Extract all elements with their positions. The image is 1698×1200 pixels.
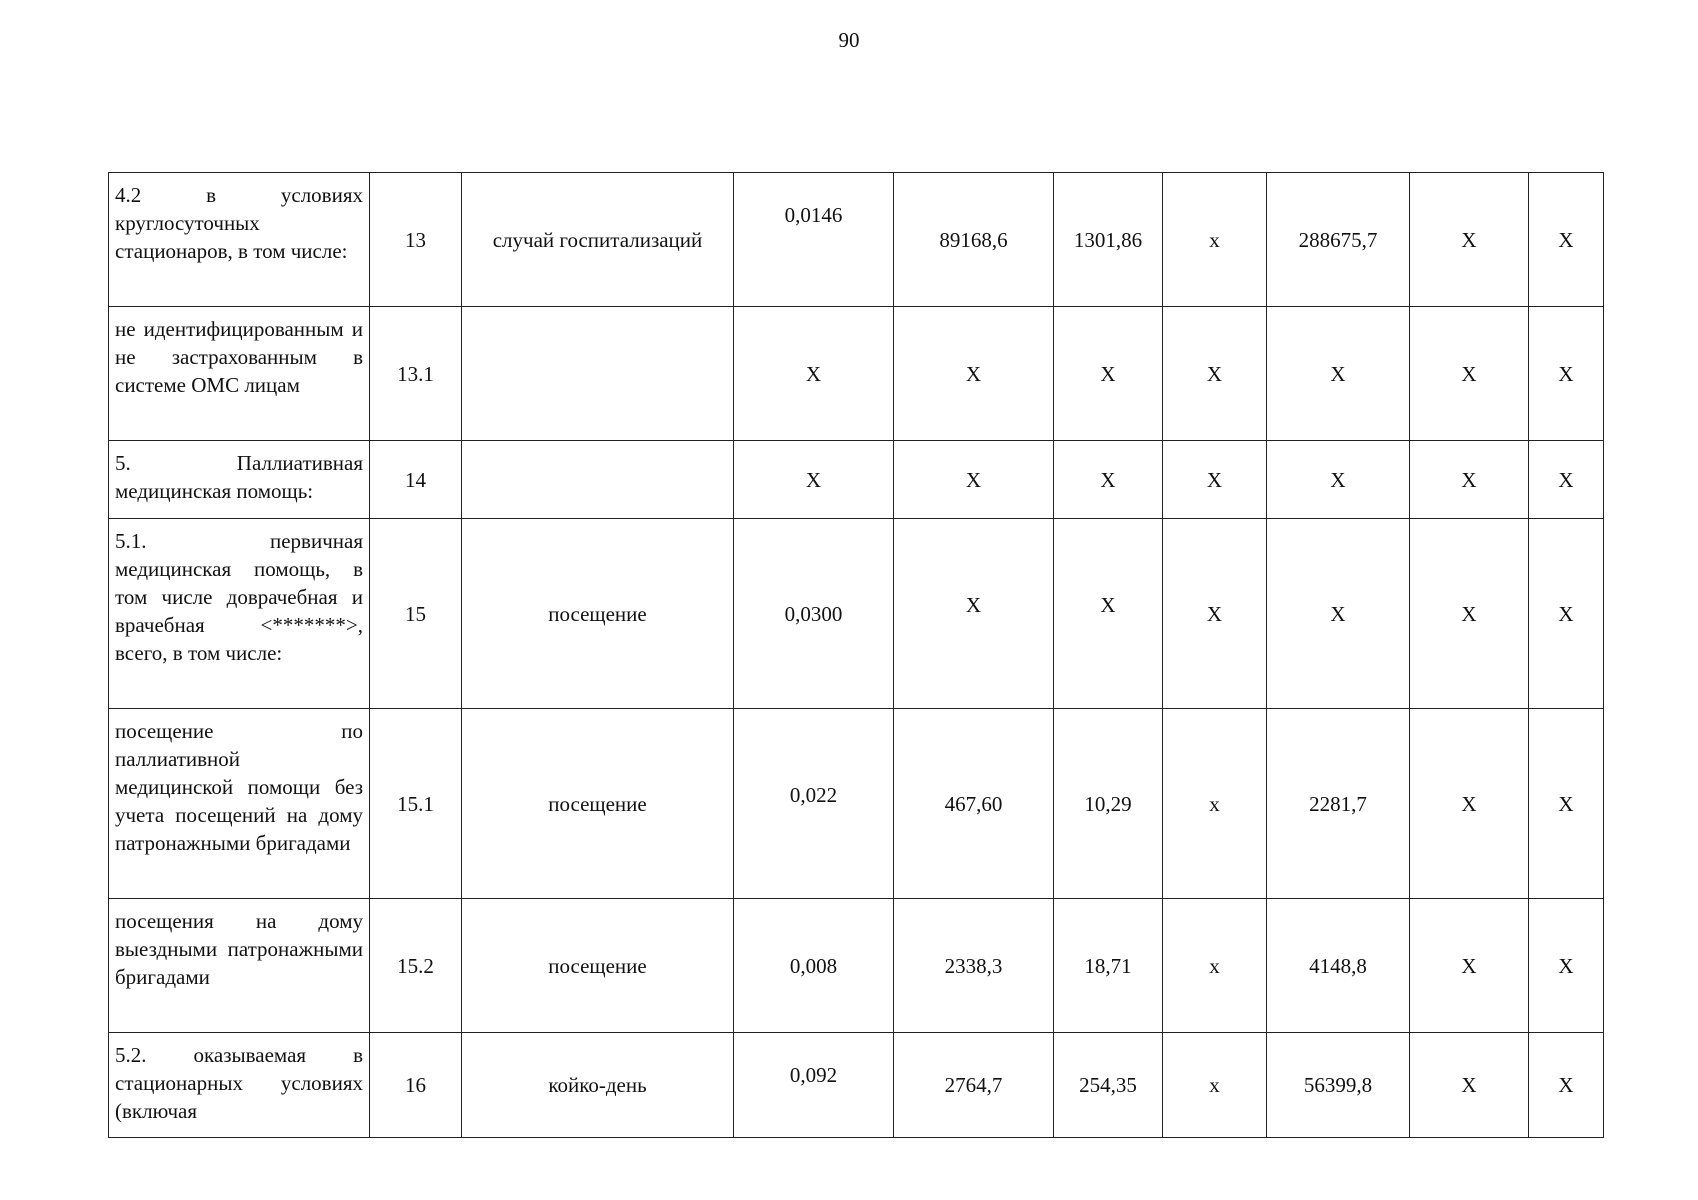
row-col9: Х	[1410, 899, 1529, 1033]
table-row	[109, 173, 1604, 307]
row-label: 5.1. первичная медицинская помощь, в том числе доврачебная и врачебная <*******>, всего, в том числе:	[109, 519, 370, 709]
row-per-capita: 1301,86	[1054, 173, 1163, 307]
row-col9: Х	[1410, 1033, 1529, 1138]
table-row	[109, 307, 1604, 441]
row-code: 15.2	[370, 899, 462, 1033]
row-unit	[462, 441, 734, 519]
row-col10: Х	[1529, 709, 1604, 899]
row-label: посещение по паллиативной медицинской помощи без учета посещений на дому патронажными бригадами	[109, 709, 370, 899]
row-col10: Х	[1529, 307, 1604, 441]
row-label: не идентифицированным и не застрахованным в системе ОМС лицам	[109, 307, 370, 441]
table-row	[109, 441, 1604, 519]
row-code: 13	[370, 173, 462, 307]
row-unit: посещение	[462, 709, 734, 899]
row-col7: х	[1163, 899, 1267, 1033]
row-code: 13.1	[370, 307, 462, 441]
row-label: 5.2. оказываемая в стационарных условиях (включая	[109, 1033, 370, 1138]
row-col9: Х	[1410, 173, 1529, 307]
table-row	[109, 709, 1604, 899]
row-unit: случай госпитализаций	[462, 173, 734, 307]
row-per-capita: 254,35	[1054, 1033, 1163, 1138]
row-col7: Х	[1163, 441, 1267, 519]
row-total: 2281,7	[1267, 709, 1410, 899]
row-col7: х	[1163, 709, 1267, 899]
row-cost: Х	[894, 441, 1054, 519]
row-col9: Х	[1410, 519, 1529, 709]
row-col10: Х	[1529, 519, 1604, 709]
row-total: 4148,8	[1267, 899, 1410, 1033]
row-col9: Х	[1410, 307, 1529, 441]
row-norm: 0,092	[734, 1033, 894, 1138]
table-row	[109, 899, 1604, 1033]
row-label: посещения на дому выездными патронажными бригадами	[109, 899, 370, 1033]
table-row	[109, 1033, 1604, 1138]
row-col7: х	[1163, 173, 1267, 307]
row-col10: Х	[1529, 173, 1604, 307]
row-col10: Х	[1529, 1033, 1604, 1138]
row-col9: Х	[1410, 709, 1529, 899]
row-col9: Х	[1410, 441, 1529, 519]
row-col7: х	[1163, 1033, 1267, 1138]
table-row	[109, 519, 1604, 709]
row-unit: койко-день	[462, 1033, 734, 1138]
row-unit: посещение	[462, 519, 734, 709]
row-total: Х	[1267, 307, 1410, 441]
row-code: 16	[370, 1033, 462, 1138]
row-col7: Х	[1163, 519, 1267, 709]
row-code: 14	[370, 441, 462, 519]
row-norm: 0,0146	[734, 173, 894, 307]
row-unit	[462, 307, 734, 441]
row-col10: Х	[1529, 441, 1604, 519]
row-total: 288675,7	[1267, 173, 1410, 307]
row-norm: 0,022	[734, 709, 894, 899]
row-per-capita: Х	[1054, 441, 1163, 519]
row-cost: 467,60	[894, 709, 1054, 899]
row-total: Х	[1267, 441, 1410, 519]
row-cost: Х	[894, 307, 1054, 441]
row-col10: Х	[1529, 899, 1604, 1033]
row-unit: посещение	[462, 899, 734, 1033]
row-per-capita: Х	[1054, 519, 1163, 709]
row-norm: 0,0300	[734, 519, 894, 709]
row-norm: Х	[734, 441, 894, 519]
row-norm: 0,008	[734, 899, 894, 1033]
row-total: 56399,8	[1267, 1033, 1410, 1138]
norms-table	[108, 172, 1604, 1138]
row-cost: 2764,7	[894, 1033, 1054, 1138]
row-cost: 2338,3	[894, 899, 1054, 1033]
row-per-capita: 18,71	[1054, 899, 1163, 1033]
row-per-capita: Х	[1054, 307, 1163, 441]
row-code: 15	[370, 519, 462, 709]
row-label: 5. Паллиативная медицинская помощь:	[109, 441, 370, 519]
row-label: 4.2 в условиях круглосуточных стационаров, в том числе:	[109, 173, 370, 307]
row-code: 15.1	[370, 709, 462, 899]
row-cost: 89168,6	[894, 173, 1054, 307]
row-norm: Х	[734, 307, 894, 441]
row-col7: Х	[1163, 307, 1267, 441]
page-number: 90	[838, 28, 860, 52]
row-cost: Х	[894, 519, 1054, 709]
row-total: Х	[1267, 519, 1410, 709]
row-per-capita: 10,29	[1054, 709, 1163, 899]
